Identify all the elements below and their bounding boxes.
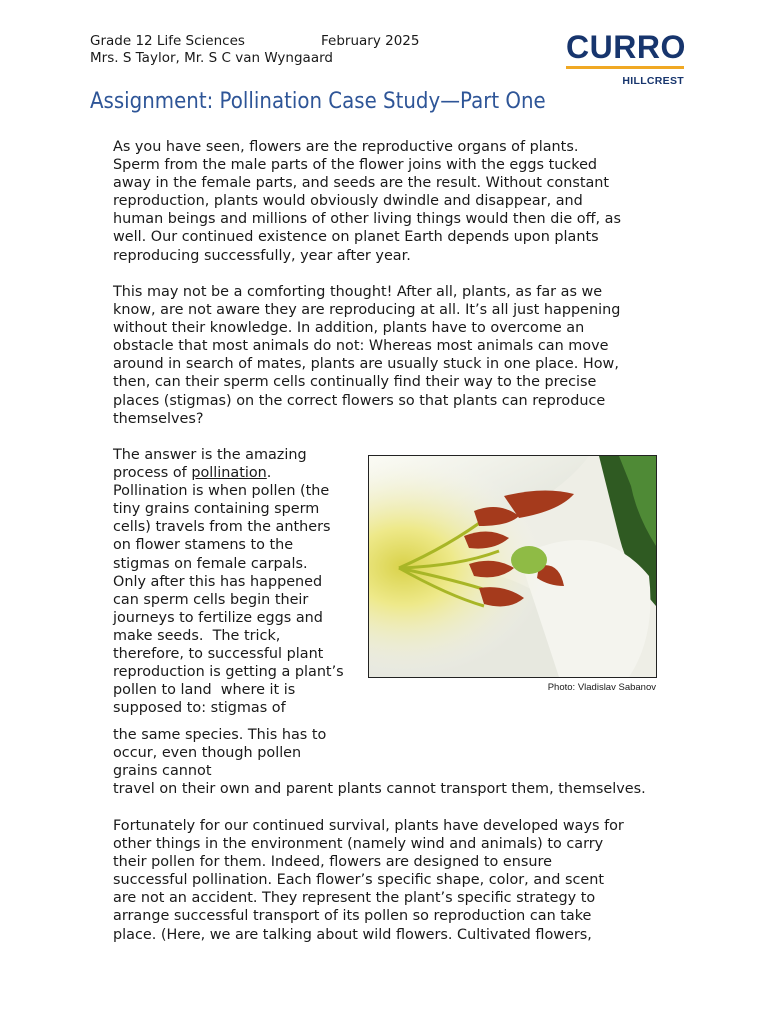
logo-underline — [566, 66, 684, 69]
period: . — [266, 465, 272, 482]
assignment-title: Assignment: Pollination Case Study—Part One — [90, 89, 546, 114]
logo-wordmark: CURRO — [566, 29, 686, 65]
logo-campus: HILLCREST — [622, 75, 684, 87]
document-date: February 2025 — [321, 33, 420, 49]
lily-flower-image — [369, 456, 656, 677]
lily-flower-photo — [368, 455, 657, 678]
paragraph-3-continued: the same species. This has to occur, even though pollen grains cannot travel on their own and parent plants cannot transport them, themselves. — [113, 727, 646, 798]
paragraph-1: As you have seen, flowers are the reproductive organs of plants. Sperm from the male parts of the flower joins with the eggs tucked away in the female parts, and seeds are the result. Without constant reproduction, plants would obviously dwindle and disappear, and human beings and millions of other living things would then die off, as well. Our continued existence on planet Earth depends upon plants reproducing successfully, year after year. — [113, 139, 621, 264]
photo-credit: Photo: Vladislav Sabanov — [547, 682, 656, 693]
paragraph-2: This may not be a comforting thought! After all, plants, as far as we know, are not aware they are reproducing at all. It’s all just happening without their knowledge. In addition, plants have to overcome an obstacle that most animals do not: Whereas most animals can move around in search of mates, plants are usually stuck in one place. How, then, can their sperm cells continually find their way to the precise places (stigmas) on the correct flowers so that plants can reproduce themselves? — [113, 284, 621, 427]
paragraph-4: Fortunately for our continued survival, plants have developed ways for other things in the environment (namely wind and animals) to carry their pollen for them. Indeed, flowers are designed to ensure successful pollination. Each flower’s specific shape, color, and scent are not an accident. They represent the plant’s specific strategy to arrange successful transport of its pollen so reproduction can take place. (Here, we are talking about wild flowers. Cultivated flowers, — [113, 818, 624, 943]
curro-hillcrest-logo — [566, 30, 686, 87]
pollination-link[interactable]: pollination — [191, 465, 267, 482]
course-name: Grade 12 Life Sciences — [90, 33, 245, 49]
teacher-names: Mrs. S Taylor, Mr. S C van Wyngaard — [90, 50, 333, 66]
paragraph-3-line-2 — [113, 464, 363, 482]
paragraph-3-line-1: The answer is the amazing — [113, 447, 307, 463]
paragraph-3-text: process of — [113, 465, 192, 482]
paragraph-3-column — [113, 446, 363, 717]
paragraph-3-rest: Pollination is when pollen (the tiny grains containing sperm cells) travels from the anthers on flower stamens to the stigmas on female carpals. Only after this has happened can sperm cells begin their journeys to fertilize eggs and make seeds. The trick, therefore, to successful plant reproduction is getting a plant’s pollen to land where it is supposed to: stigmas of — [113, 483, 344, 717]
